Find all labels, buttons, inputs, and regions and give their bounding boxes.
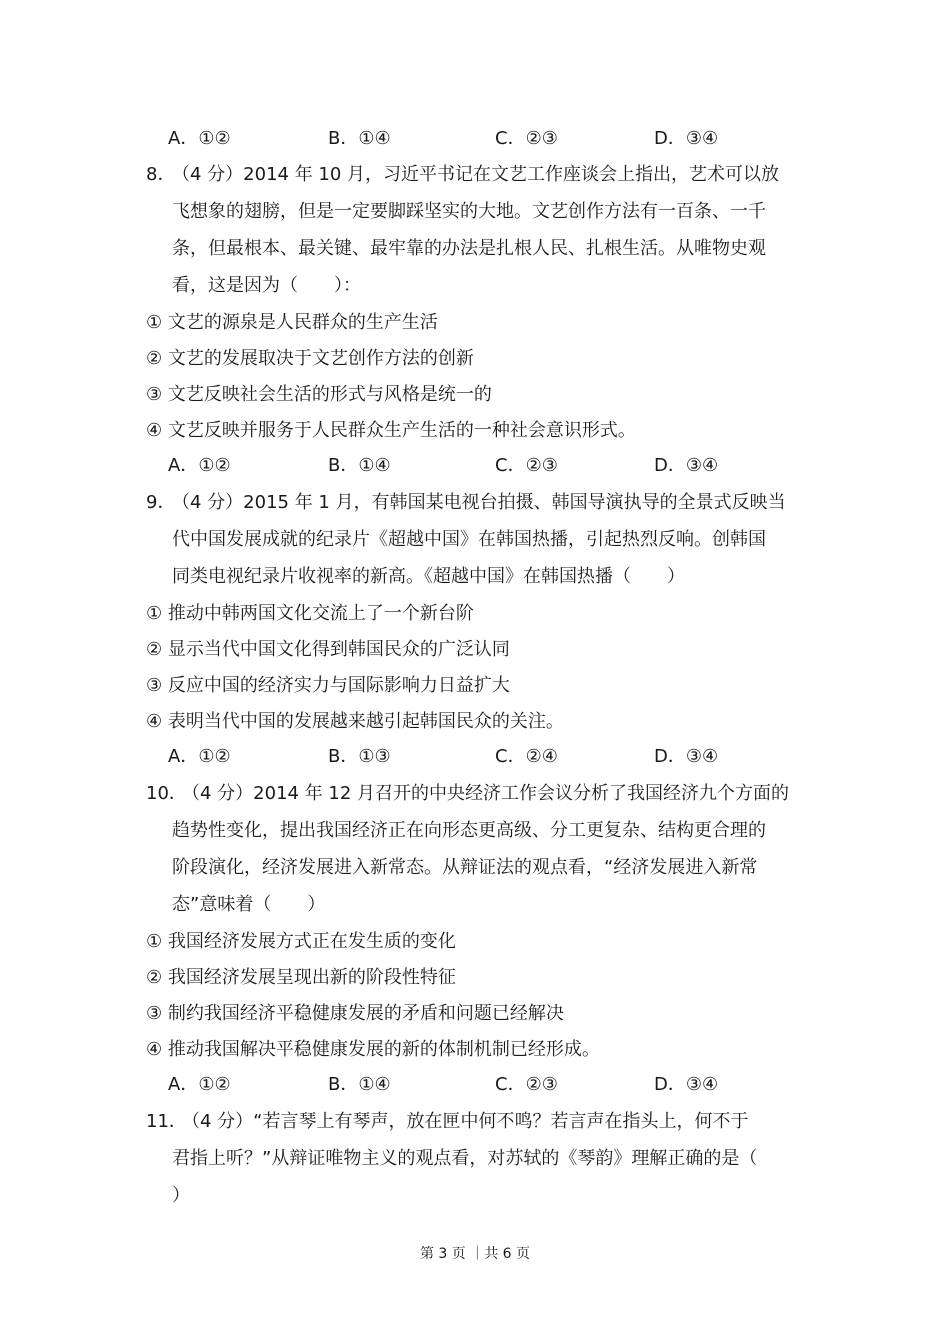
- option-a: A．①②: [168, 455, 231, 476]
- statement-item: ③ 制约我国经济平稳健康发展的矛盾和问题已经解决: [146, 1003, 564, 1024]
- option-b: B．①④: [328, 128, 391, 149]
- question-text-line: 趋势性变化，提出我国经济正在向形态更高级、分工更复杂、结构更合理的: [172, 820, 766, 841]
- statement-item: ② 我国经济发展呈现出新的阶段性特征: [146, 967, 456, 988]
- question-text-line: 态”意味着（ ）: [172, 894, 326, 915]
- option-d: D．③④: [654, 128, 719, 149]
- statement-item: ① 推动中韩两国文化交流上了一个新台阶: [146, 603, 474, 624]
- question-text-line: （4 分）“若言琴上有琴声，放在匣中何不鸣？若言声在指头上，何不于: [182, 1111, 749, 1132]
- question-number: 8．: [146, 164, 176, 185]
- statement-item: ④ 文艺反映并服务于人民群众生产生活的一种社会意识形式。: [146, 420, 636, 441]
- question-text-line: 看，这是因为（ ）：: [172, 275, 361, 296]
- option-d: D．③④: [654, 455, 719, 476]
- statement-item: ② 文艺的发展取决于文艺创作方法的创新: [146, 348, 474, 369]
- statement-item: ④ 推动我国解决平稳健康发展的新的体制机制已经形成。: [146, 1039, 600, 1060]
- question-text-line: 条，但最根本、最关键、最牢靠的办法是扎根人民、扎根生活。从唯物史观: [172, 238, 766, 259]
- option-a: A．①②: [168, 128, 231, 149]
- question-text-line: 飞想象的翅膀，但是一定要脚踩坚实的大地。文艺创作方法有一百条、一千: [172, 201, 766, 222]
- question-number: 10．: [146, 783, 187, 804]
- question-text-line: 代中国发展成就的纪录片《超越中国》在韩国热播，引起热烈反响。创韩国: [172, 529, 766, 550]
- question-text-line: （4 分）2014 年 10 月，习近平书记在文艺工作座谈会上指出，艺术可以放: [172, 164, 780, 185]
- option-d: D．③④: [654, 1074, 719, 1095]
- question-text-line: （4 分）2014 年 12 月召开的中央经济工作会议分析了我国经济九个方面的: [182, 783, 790, 804]
- question-number: 9．: [146, 492, 176, 513]
- option-a: A．①②: [168, 1074, 231, 1095]
- statement-item: ③ 反应中国的经济实力与国际影响力日益扩大: [146, 675, 510, 696]
- option-d: D．③④: [654, 746, 719, 767]
- option-c: C．②④: [495, 746, 558, 767]
- option-b: B．①③: [328, 746, 391, 767]
- page-footer: 第 3 页 ｜共 6 页: [419, 1246, 531, 1262]
- question-text-line: 君指上听？”从辩证唯物主义的观点看，对苏轼的《琴韵》理解正确的是（: [172, 1148, 758, 1169]
- question-text-line: （4 分）2015 年 1 月，有韩国某电视台拍摄、韩国导演执导的全景式反映当: [172, 492, 786, 513]
- statement-item: ① 我国经济发展方式正在发生质的变化: [146, 931, 456, 952]
- option-b: B．①④: [328, 455, 391, 476]
- option-a: A．①②: [168, 746, 231, 767]
- statement-item: ① 文艺的源泉是人民群众的生产生活: [146, 312, 438, 333]
- statement-item: ② 显示当代中国文化得到韩国民众的广泛认同: [146, 639, 510, 660]
- option-c: C．②③: [495, 1074, 558, 1095]
- question-text-line: 阶段演化，经济发展进入新常态。从辩证法的观点看，“经济发展进入新常: [172, 857, 758, 878]
- option-c: C．②③: [495, 128, 558, 149]
- option-c: C．②③: [495, 455, 558, 476]
- question-number: 11．: [146, 1111, 187, 1132]
- question-text-line: 同类电视纪录片收视率的新高。《超越中国》在韩国热播（ ）: [172, 566, 685, 587]
- statement-item: ③ 文艺反映社会生活的形式与风格是统一的: [146, 384, 492, 405]
- question-text-line: ）: [172, 1185, 190, 1206]
- statement-item: ④ 表明当代中国的发展越来越引起韩国民众的关注。: [146, 711, 564, 732]
- option-b: B．①④: [328, 1074, 391, 1095]
